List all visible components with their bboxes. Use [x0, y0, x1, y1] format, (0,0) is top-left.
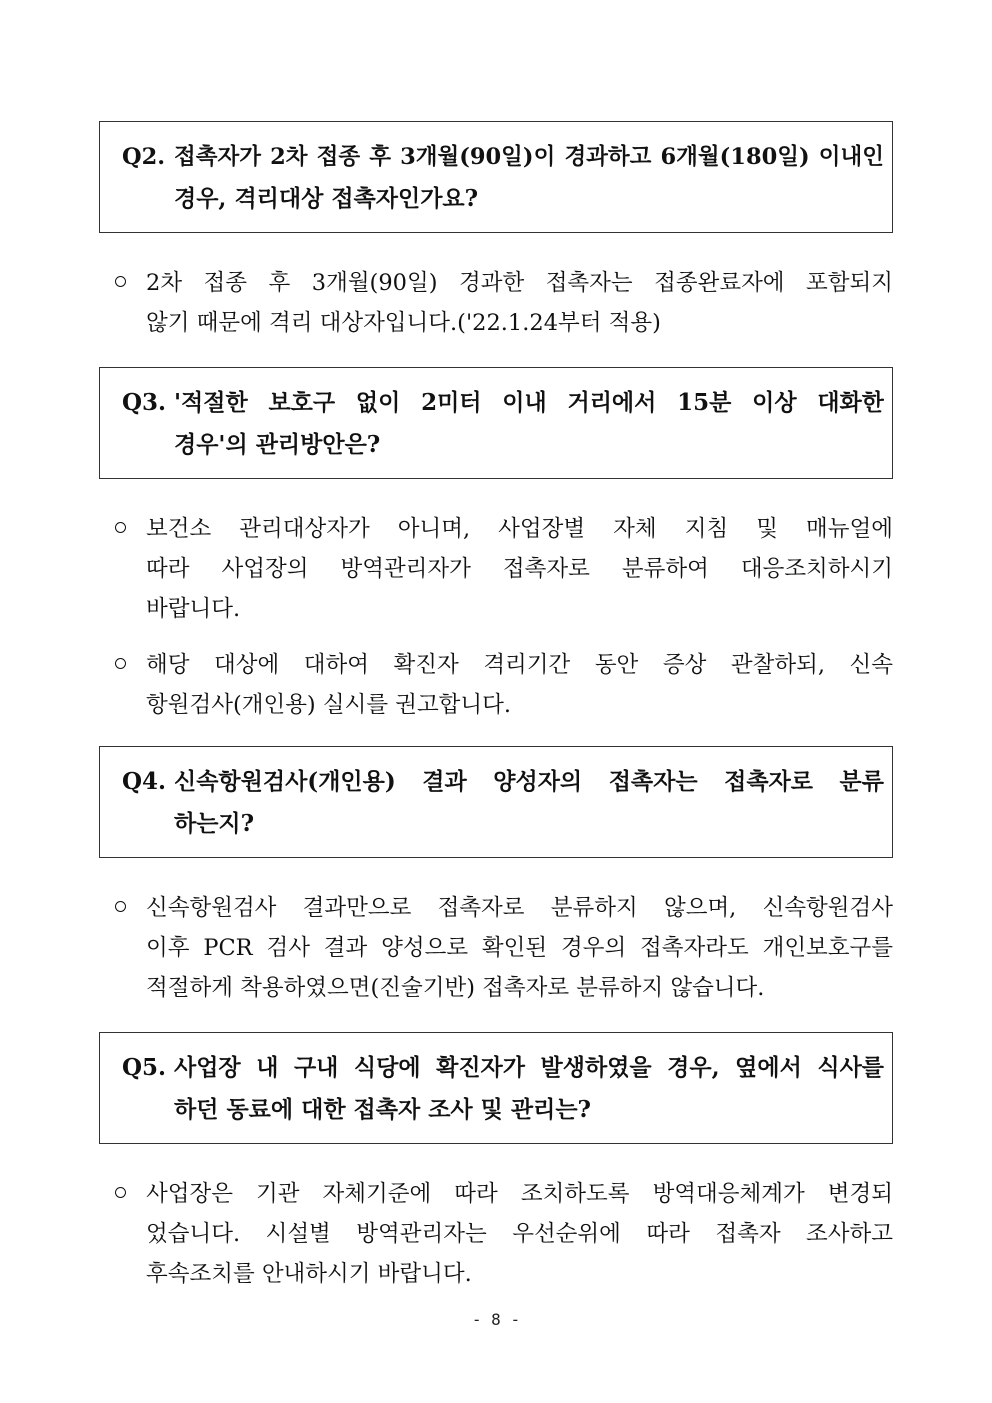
- answer-item: [113, 1174, 893, 1294]
- answer-line: 바랍니다.: [146, 596, 241, 622]
- question-line: Q3. '적절한 보호구 없이 2미터 이내 거리에서 15분 이상 대화한: [122, 382, 884, 424]
- question-number: Q2.: [122, 144, 166, 170]
- answer-line: 후속조치를 안내하시기 바랍니다.: [146, 1261, 472, 1287]
- answer-item: [113, 888, 893, 1008]
- page-number: - 8 -: [471, 1310, 521, 1329]
- answer-line: 않기 때문에 격리 대상자입니다.('22.1.24부터 적용): [146, 310, 661, 336]
- answer-list: [99, 263, 893, 343]
- answer-line: 적절하게 착용하였으면(진술기반) 접촉자로 분류하지 않습니다.: [146, 975, 765, 1001]
- answer-list: [99, 509, 893, 725]
- circle-bullet-icon: [115, 901, 126, 912]
- question-box: [99, 367, 893, 479]
- question-number: Q4.: [122, 768, 167, 795]
- question-line: Q5. 사업장 내 구내 식당에 확진자가 발생하였을 경우, 옆에서 식사를: [122, 1047, 884, 1089]
- question-number: Q5.: [122, 1054, 167, 1081]
- qa-section-q2: [99, 121, 893, 359]
- answer-line: 었습니다. 시설별 방역관리자는 우선순위에 따라 접촉자 조사하고: [146, 1221, 893, 1247]
- question-line: 하던 동료에 대한 접촉자 조사 및 관리는?: [174, 1096, 592, 1123]
- question-line: Q4. 신속항원검사(개인용) 결과 양성자의 접촉자는 접촉자로 분류: [122, 761, 884, 803]
- answer-line: 해당 대상에 대하여 확진자 격리기간 동안 증상 관찰하되, 신속: [146, 652, 893, 678]
- question-box: [99, 121, 893, 233]
- circle-bullet-icon: [115, 1187, 126, 1198]
- answer-line: 보건소 관리대상자가 아니며, 사업장별 자체 지침 및 매뉴얼에: [146, 516, 893, 542]
- answer-line: 항원검사(개인용) 실시를 권고합니다.: [146, 692, 512, 718]
- question-line: 경우, 격리대상 접촉자인가요?: [174, 185, 479, 212]
- question-number: Q3.: [122, 389, 167, 416]
- question-box: [99, 746, 893, 858]
- question-line: 경우'의 관리방안은?: [174, 431, 381, 458]
- answer-item: [113, 509, 893, 629]
- answer-line: 신속항원검사 결과만으로 접촉자로 분류하지 않으며, 신속항원검사: [146, 895, 893, 921]
- circle-bullet-icon: [115, 522, 126, 533]
- answer-line: 따라 사업장의 방역관리자가 접촉자로 분류하여 대응조치하시기: [146, 556, 893, 582]
- question-box: [99, 1032, 893, 1144]
- answer-line: 2차 접종 후 3개월(90일) 경과한 접촉자는 접종완료자에 포함되지: [146, 270, 893, 296]
- circle-bullet-icon: [115, 276, 126, 287]
- question-line: 하는지?: [174, 810, 255, 837]
- qa-section-q4: [99, 746, 893, 1024]
- answer-list: [99, 1174, 893, 1294]
- circle-bullet-icon: [115, 658, 126, 669]
- answer-list: [99, 888, 893, 1008]
- answer-item: [113, 263, 893, 343]
- answer-line: 사업장은 기관 자체기준에 따라 조치하도록 방역대응체계가 변경되: [146, 1181, 893, 1207]
- answer-line: 이후 PCR 검사 결과 양성으로 확인된 경우의 접촉자라도 개인보호구를: [146, 935, 893, 961]
- qa-section-q3: [99, 367, 893, 741]
- question-line: Q2. 접촉자가 2차 접종 후 3개월(90일)이 경과하고 6개월(180일) 이내인: [122, 136, 884, 178]
- answer-item: [113, 645, 893, 725]
- qa-section-q5: [99, 1032, 893, 1310]
